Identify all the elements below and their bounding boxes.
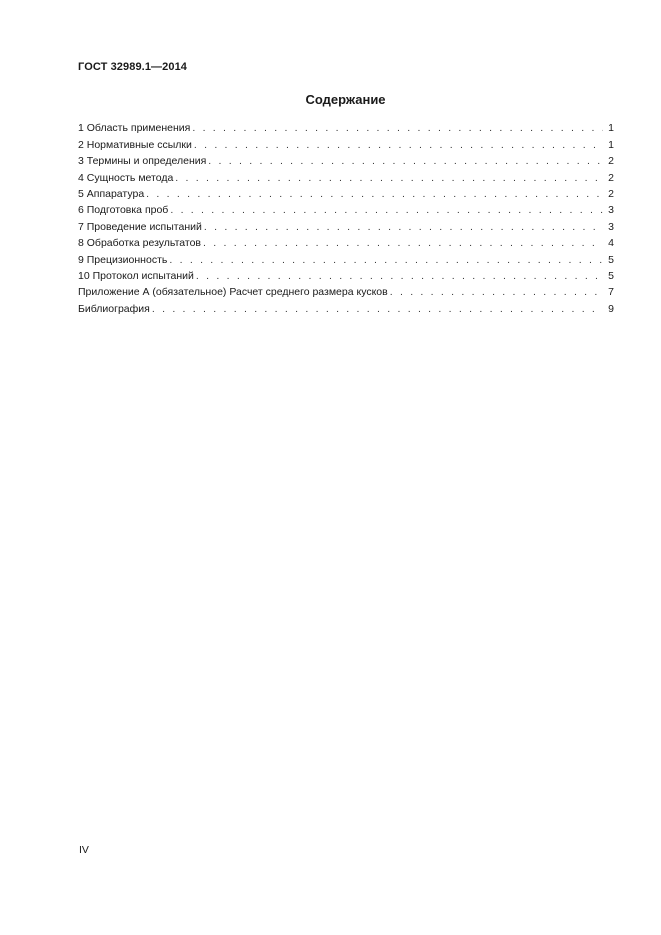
toc-leader-dots <box>194 139 603 152</box>
toc-entry-label: 3 Термины и определения <box>78 155 207 168</box>
toc-entry-sample-preparation[interactable] <box>78 201 614 217</box>
toc-entry-label: 5 Аппаратура <box>78 187 145 200</box>
toc-entry-precision[interactable] <box>78 250 614 266</box>
toc-entry-label: 1 Область применения <box>78 122 191 135</box>
toc-entry-page: 1 <box>608 122 614 135</box>
toc-entry-page: 2 <box>608 187 614 200</box>
toc-entry-label: 6 Подготовка проб <box>78 204 169 217</box>
toc-leader-dots <box>203 237 603 250</box>
toc-entry-test-report[interactable] <box>78 267 614 283</box>
toc-entry-normative-references[interactable] <box>78 135 614 151</box>
toc-entry-annex-a[interactable] <box>78 283 614 299</box>
toc-entry-terms[interactable] <box>78 152 614 168</box>
toc-entry-apparatus[interactable] <box>78 185 614 201</box>
toc-leader-dots <box>175 172 603 185</box>
toc-entry-page: 2 <box>608 171 614 184</box>
toc-entry-label: 2 Нормативные ссылки <box>78 138 192 151</box>
toc-title: Содержание <box>305 92 386 107</box>
page-number: IV <box>79 844 89 856</box>
toc-leader-dots <box>204 221 603 234</box>
toc-leader-dots <box>152 303 603 316</box>
toc-entry-results-processing[interactable] <box>78 234 614 250</box>
toc-entry-label: 8 Обработка результатов <box>78 237 201 250</box>
table-of-contents <box>78 119 614 316</box>
toc-entry-label: 7 Проведение испытаний <box>78 220 202 233</box>
toc-leader-dots <box>208 155 603 168</box>
toc-entry-label: 9 Прецизионность <box>78 253 168 266</box>
toc-entry-page: 4 <box>608 237 614 250</box>
document-code: ГОСТ 32989.1—2014 <box>78 61 188 73</box>
toc-leader-dots <box>146 188 603 201</box>
toc-entry-label: 10 Протокол испытаний <box>78 269 194 282</box>
toc-entry-label: Приложение А (обязательное) Расчет среднего размера кусков <box>78 286 388 299</box>
toc-entry-page: 2 <box>608 155 614 168</box>
toc-entry-bibliography[interactable] <box>78 299 614 315</box>
toc-entry-page: 5 <box>608 269 614 282</box>
toc-entry-scope[interactable] <box>78 119 614 135</box>
toc-entry-page: 3 <box>608 220 614 233</box>
toc-leader-dots <box>192 122 603 135</box>
toc-entry-page: 5 <box>608 253 614 266</box>
toc-entry-method-principle[interactable] <box>78 168 614 184</box>
toc-leader-dots <box>390 286 603 299</box>
toc-entry-label: 4 Сущность метода <box>78 171 174 184</box>
toc-entry-page: 7 <box>608 286 614 299</box>
toc-leader-dots <box>169 254 603 267</box>
toc-leader-dots <box>170 204 603 217</box>
toc-entry-page: 1 <box>608 138 614 151</box>
toc-entry-testing[interactable] <box>78 217 614 233</box>
toc-leader-dots <box>196 270 603 283</box>
toc-entry-label: Библиография <box>78 302 150 315</box>
toc-entry-page: 9 <box>608 302 614 315</box>
toc-entry-page: 3 <box>608 204 614 217</box>
